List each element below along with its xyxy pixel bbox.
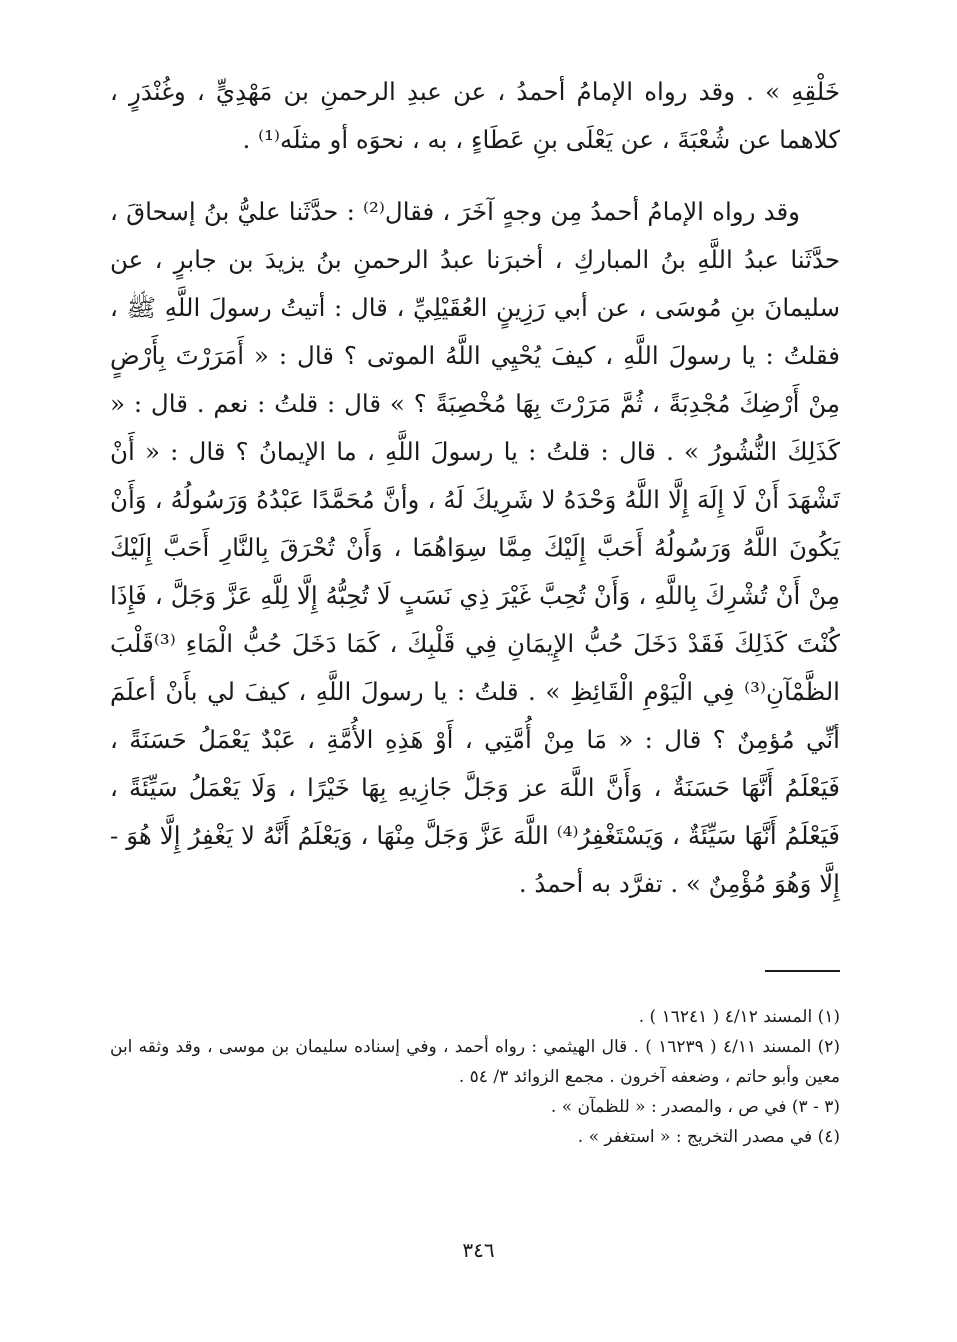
footnote-2: (٢) المسند ٤/١١ ( ١٦٢٣٩ ) . قال الهيثمي : رواه أحمد ، وفي إسناده سليمان بن موسى ، وقد وثقه ابن معين وأبو حاتم ، وضعفه آخرون . مجمع الزوائد ٣/ ٥٤ . — [110, 1037, 841, 1087]
footnote-separator — [765, 970, 840, 972]
footnote-3: (٣ - ٣) في ص ، والمصدر : « للظمآن » . — [550, 1097, 840, 1117]
footnotes — [110, 1002, 840, 1152]
main-text — [110, 68, 840, 908]
paragraph-2: وقد رواه الإمامُ أحمدُ مِن وجهٍ آخَرَ ، فقال⁽²⁾ : حدَّثَنا عليُّ بنُ إسحاقَ ، حدَّثَنا عبدُ اللَّهِ بنُ المباركِ ، أخبرَنا عبدُ الرحمنِ بنُ يزيدَ بن جابرٍ ، عن سليمانَ بنِ مُوسَى ، عن أبي رَزِينٍ العُقَيْلِيِّ ، قال : أتيتُ رسولَ اللَّهِ ﷺ ، فقلتُ : يا رسولَ اللَّهِ ، كيفَ يُحْيِي اللَّهُ الموتى ؟ قال : « أَمَرَرْتَ بِأَرْضٍ مِنْ أَرْضِكَ مُجْدِبَةً ، ثُمَّ مَرَرْتَ بِهَا مُخْصِبَةً ؟ » قال : قلتُ : نعم . قال : « كَذَلِكَ النُّشُورُ » . قال : قلتُ : يا رسولَ اللَّهِ ، ما الإيمانُ ؟ قال : « أَنْ تَشْهَدَ أَنْ لَا إِلَهَ إِلَّا اللَّهُ وَحْدَهُ لا شَرِيكَ لَهُ ، وأنَّ مُحَمَّدًا عَبْدُهُ وَرَسُولُهُ ، وَأَنْ يَكُونَ اللَّهُ وَرَسُولُهُ أَحَبَّ إِلَيْكَ مِمَّا سِوَاهُمَا ، وَأَنْ تُحْرَقَ بِالنَّارِ أَحَبَّ إِلَيْكَ مِنْ أَنْ تُشْرِكَ بِاللَّهِ ، وَأَنْ تُحِبَّ غَيْرَ ذِي نَسَبٍ لَا تُحِبُّهُ إِلَّا لِلَّهِ عَزَّ وَجَلَّ ، فَإِذَا كُنْتَ كَذَلِكَ فَقَدْ دَخَلَ حُبُّ الإِيمَانِ فِي قَلْبِكَ ، كَمَا دَخَلَ حُبُّ الْمَاءِ ⁽³⁾قَلْبَ الظَّمْآنِ⁽³⁾ فِي الْيَوْمِ الْقَائِظِ » . قلتُ : يا رسولَ اللَّهِ ، كيفَ لي بأَنْ أعلَمَ أنِّي مُؤمِنٌ ؟ قال : « مَا مِنْ أُمَّتِي ، أَوْ هَذِهِ الأُمَّةِ ، عَبْدٌ يَعْمَلُ حَسَنَةً ، فَيَعْلَمُ أَنَّهَا حَسَنَةٌ ، وَأَنَّ اللَّهَ عز وَجَلَّ جَازِيهِ بِهَا خَيْرًا ، وَلَا يَعْمَلُ سَيِّئَةً ، فَيَعْلَمُ أَنَّهَا سَيِّئَةٌ ، وَيَسْتَغْفِرُ⁽⁴⁾ اللَّهَ عَزَّ وَجَلَّ مِنْهَا ، وَيَعْلَمُ أَنَّهُ لا يَغْفِرُ إِلَّا هُوَ - إِلَّا وَهُوَ مُؤْمِنٌ » . تفرَّد به أحمدُ . — [110, 197, 840, 898]
page-number: ٣٤٦ — [462, 1238, 495, 1262]
paragraph-1: خَلْقِهِ » . وقد رواه الإمامُ أحمدُ ، عن عبدِ الرحمنِ بن مَهْدِيٍّ ، وغُنْدَرٍ ، كلاهما عن شُعْبَةَ ، عن يَعْلَى بنِ عَطَاءٍ ، به ، نحوَه أو مثلَه⁽¹⁾ . — [110, 77, 840, 154]
footnote-4: (٤) في مصدر التخريج : « استغفر » . — [577, 1127, 840, 1147]
footnote-1: (١) المسند ٤/١٢ ( ١٦٢٤١ ) . — [638, 1007, 840, 1027]
